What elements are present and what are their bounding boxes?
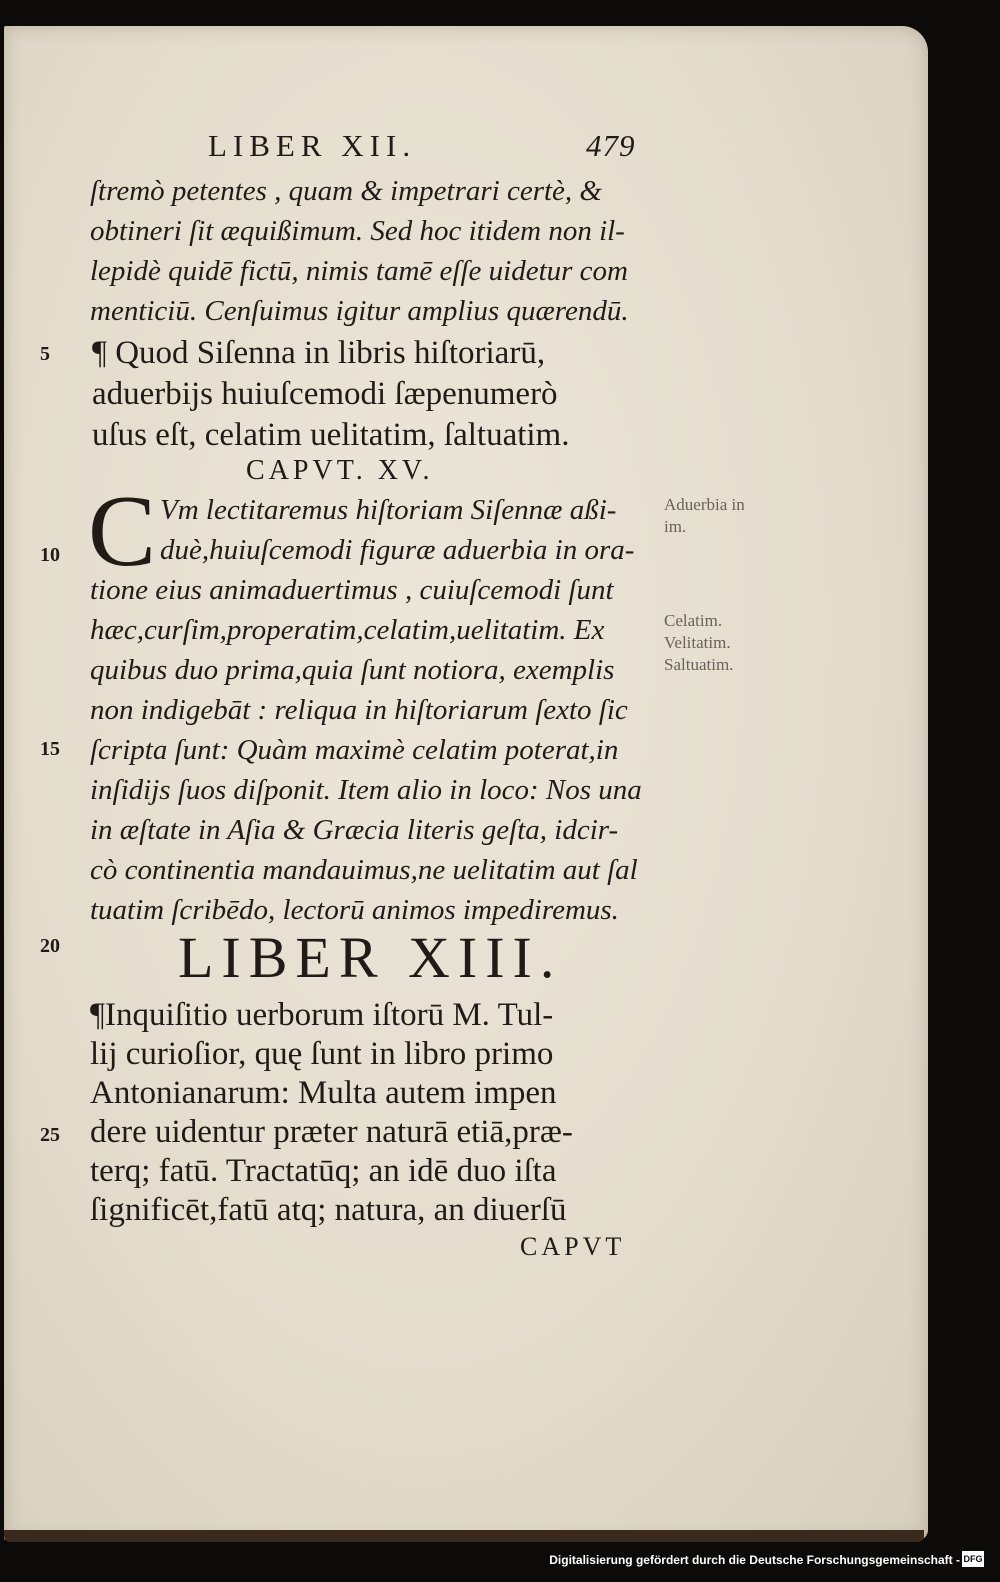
text-line: quibus duo prima,quia ſunt notiora, exemplis xyxy=(90,654,615,686)
text-line: lepidè quidē fictū, nimis tamē eſſe uidetur com xyxy=(90,255,628,287)
text-line: non indigebāt : reliqua in hiſtoriarum ſexto ſic xyxy=(90,694,628,726)
marginal-note-line: im. xyxy=(664,517,687,536)
line-number: 15 xyxy=(40,738,60,760)
text-line: menticiū. Cenſuimus igitur amplius quærendū. xyxy=(90,295,629,327)
summary-line: terq; fatū. Tractatūq; an idē duo iſta xyxy=(90,1153,557,1189)
summary-line: dere uidentur præter naturā etiā,præ- xyxy=(90,1114,573,1150)
catchword: CAPVT xyxy=(520,1232,626,1261)
summary-line: lij curioſior, quę ſunt in libro primo xyxy=(90,1036,554,1072)
text-line: Vm lectitaremus hiſtoriam Siſennæ aßi- xyxy=(160,494,617,526)
digitization-credit: Digitalisierung gefördert durch die Deutsche Forschungsgemeinschaft - xyxy=(549,1553,960,1567)
summary-line: aduerbijs huiuſcemodi ſæpenumerò xyxy=(92,376,558,412)
page-number: 479 xyxy=(586,128,636,163)
text-line: ſcripta ſunt: Quàm maximè celatim poterat,in xyxy=(90,734,619,766)
marginal-note xyxy=(664,610,733,676)
marginal-note-line: Aduerbia in xyxy=(664,495,745,514)
page-edge xyxy=(4,1530,924,1542)
running-title: LIBER XII. xyxy=(208,128,417,163)
marginal-note-line: Velitatim. xyxy=(664,633,731,652)
text-line: duè,huiuſcemodi figuræ aduerbia in ora- xyxy=(160,534,635,566)
summary-line: ſignificēt,fatū atq; natura, an diuerſū xyxy=(90,1192,567,1228)
text-line: inſidijs ſuos diſponit. Item alio in loco: Nos una xyxy=(90,774,642,806)
text-line: tione eius animaduertimus , cuiuſcemodi ſunt xyxy=(90,574,614,606)
marginal-note-line: Saltuatim. xyxy=(664,655,734,674)
summary-line: ¶Inquiſitio uerborum iſtorū M. Tul- xyxy=(90,997,554,1033)
text-line: ſtremò petentes , quam & impetrari certè, & xyxy=(90,175,602,207)
line-number: 10 xyxy=(40,544,60,566)
line-number: 20 xyxy=(40,935,60,957)
marginal-note-line: Celatim. xyxy=(664,611,723,630)
text-line: cò continentia mandauimus,ne uelitatim aut ſal xyxy=(90,854,638,886)
text-line: tuatim ſcribēdo, lectorū animos impediremus. xyxy=(90,894,619,926)
summary-line: Antonianarum: Multa autem impen xyxy=(90,1075,557,1111)
text-line: hæc,curſim,properatim,celatim,uelitatim. Ex xyxy=(90,614,605,646)
line-number: 5 xyxy=(40,343,50,365)
chapter-heading: CAPVT. XV. xyxy=(246,455,434,486)
summary-line: uſus eſt, celatim uelitatim, ſaltuatim. xyxy=(92,417,570,453)
book-heading: LIBER XIII. xyxy=(178,925,563,990)
summary-line: ¶ Quod Siſenna in libris hiſtoriarū, xyxy=(92,335,546,371)
line-number: 25 xyxy=(40,1124,60,1146)
dfg-logo: DFG xyxy=(962,1551,984,1567)
text-line: in æſtate in Aſia & Græcia literis geſta, idcir- xyxy=(90,814,619,846)
text-line: obtineri ſit æquißimum. Sed hoc itidem non il- xyxy=(90,215,625,247)
marginal-note xyxy=(664,494,745,538)
drop-capital: C xyxy=(88,475,157,588)
